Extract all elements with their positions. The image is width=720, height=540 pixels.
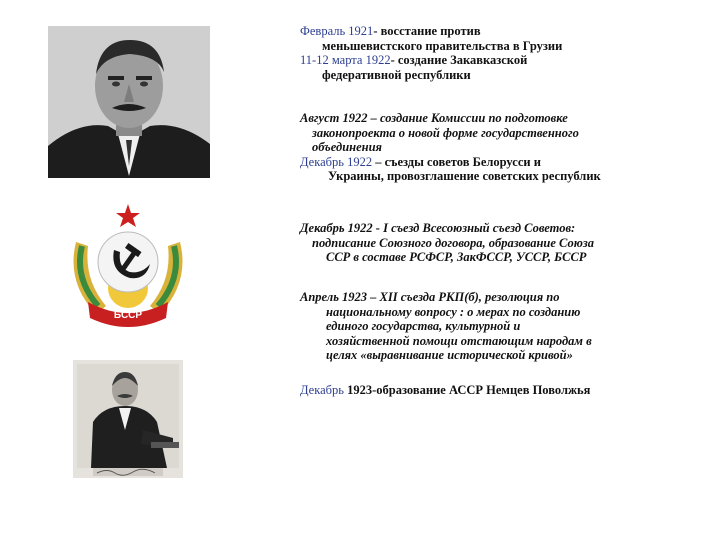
timeline-block-4 — [300, 290, 690, 363]
event-text-continued: хозяйственной помощи отстающим народам в — [326, 333, 592, 348]
timeline-block-3 — [300, 221, 690, 265]
event-dec-1923 — [300, 383, 690, 398]
event-text-continued: федеративной республики — [322, 67, 471, 82]
event-text-continued: единого государства, культурной и — [326, 319, 521, 333]
event-text-continued: целях «выравнивание исторической кривой» — [326, 348, 573, 362]
event-text-continued: ССР в составе РСФСР, ЗакФССР, УССР, БССР — [326, 250, 587, 264]
event-text: - создание Закавказской — [390, 53, 528, 67]
event-mar-1922 — [300, 53, 690, 68]
event-dec-1922 — [300, 155, 690, 170]
timeline-block-1 — [300, 24, 690, 82]
portrait-photo-1 — [48, 26, 210, 178]
event-date: 11-12 марта 1922 — [300, 53, 391, 67]
event-text-continued: объединения — [312, 140, 382, 154]
bssr-emblem — [66, 202, 190, 330]
event-text: - восстание против — [373, 24, 481, 38]
portrait-photo-2 — [73, 360, 183, 478]
event-date: Декабрь 1922 — [300, 154, 373, 169]
event-text-continued: законопроекта о новой форме государственного — [312, 125, 579, 140]
event-date: Февраль 1921 — [300, 24, 374, 38]
event-text-continued: подписание Союзного договора, образование Союза — [312, 235, 594, 250]
event-text-continued: меньшевистского правительства в Грузии — [322, 38, 563, 53]
timeline-block-5 — [300, 383, 690, 398]
event-text: – съезды советов Белорусси и — [372, 154, 541, 169]
event-text: 1923-образование АССР Немцев Поволжья — [343, 383, 591, 397]
timeline-block-2 — [300, 111, 690, 184]
event-apr-1923: Апрель 1923 – XII съезда РКП(б), резолюция по — [300, 290, 560, 304]
event-date: Декабрь — [300, 383, 344, 397]
event-aug-1922: Август 1922 – создание Комиссии по подготовке — [300, 111, 568, 125]
event-text-continued: национальному вопросу : о мерах по созданию — [326, 304, 581, 319]
event-text-continued: Украины, провозглашение советских республик — [328, 169, 601, 183]
star-icon — [116, 204, 140, 227]
event-dec-1922-congress: Декабрь 1922 - I съезд Всесоюзный съезд Советов: — [300, 221, 576, 235]
svg-text:БССР: БССР — [113, 310, 143, 321]
event-feb-1921 — [300, 24, 690, 39]
